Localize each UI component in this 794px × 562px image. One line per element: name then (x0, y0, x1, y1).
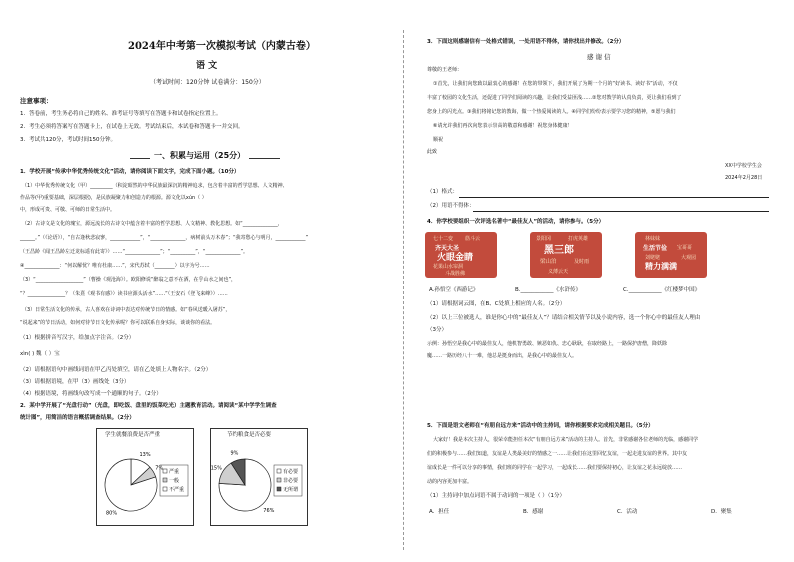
word-cloud-card (530, 232, 602, 278)
cloud-word: 花果山水帘洞 (433, 264, 464, 270)
q5-sub1: （1）主持词中加点词语不属于动词的一项是（ ）（1分） (427, 493, 565, 499)
q2-stem-cont: 统计图”，用简洁的语言概括调查结果。（2分） (20, 415, 135, 421)
letter-closing: 顺祝 (433, 137, 444, 143)
pie-svg (211, 429, 307, 525)
q1-para1-line: （1）中华优秀传统文化（甲）_________（积淀昭然的中华民族最深沉的精神追求，包含着丰富的哲学思想、人文精神、 (22, 183, 288, 189)
legend-swatch (163, 487, 167, 491)
word-cloud-card (425, 232, 497, 278)
q1-para2-line: （王昌龄《闻王昌龄左迁龙标遥有此寄》）……“______________”；“__________”，“______________”。 (20, 249, 249, 255)
note-item: 3．考试共120分，考试时间150分钟。 (20, 137, 116, 143)
cloud-word: 生活节俭 (643, 245, 668, 252)
letter-closing: 此致 (427, 149, 438, 155)
q1-sub1: （1）根据拼音写汉字，给加点字注音。（2分） (20, 335, 135, 341)
q4-example: 示例：孙悟空是我心中的最佳友人，他机智勇敢、嫉恶如仇、忠心耿耿，在取经路上，一路保护唐僧，降妖除 (427, 341, 668, 347)
q5-para-line: 大家好！我是本次主持人，很荣幸能担任本次“有朋自远方来”活动的主持人。首先，非常感谢各位老师的光临，感谢同学 (433, 437, 699, 443)
letter-date: 2024年2月28日 (725, 175, 763, 181)
pie-data-label: 7% (155, 465, 164, 472)
q4-sub2-points: （3分） (427, 327, 447, 333)
exam-title: 2024年中考第一次模拟考试（内蒙古卷） (128, 41, 316, 52)
q4-option-a: A.孙悟空《西游记》 (429, 287, 479, 293)
q1-para4-line: “说起来”的节日活动，如何对待节日文化传承呢？你可以联系自身实际，谈谈你的看法。 (20, 320, 216, 326)
cloud-word: 梁山泊 (540, 259, 557, 265)
q2-stem: 2．某中学开展了“光盘行动”（光盘，即吃饭、盘里的饭菜吃光）主题教育活动。请阅读“某中学学生调查 (20, 403, 277, 409)
q4-sub2: （2）以上三位被选人，谁是你心中的“最佳友人”？请结合相关情节以及小说内容，选一个你心中的最佳友人理由 (427, 315, 701, 321)
q4-option-c: C.____________《红楼梦中国》 (623, 287, 701, 293)
q1-para1-line: 中，形成可贵、可敬、可师的日常生活中。 (20, 207, 116, 213)
q1-para3-line: （3）“___________________”（曹操《观沧海》）。欧阳修说“醉翁之意不在酒，在乎山水之间也”， (20, 277, 237, 283)
q1-para4-line: （3）日常生活文化的传承，古人喜欢在诗词中表达对传统节日的情感。如“春风送暖入屠苏”， (22, 307, 231, 313)
letter-signature: XX中学校学生会 (725, 163, 762, 169)
cloud-word: 齐天大圣 (435, 245, 460, 252)
q5-choice-a[interactable]: A．担任 (429, 509, 450, 515)
q1-stem: 1．学校开展“传承中华优秀传统文化”活动，请你阅读下面文字，完成下面小题。（10分） (20, 169, 240, 175)
legend-swatch (277, 478, 281, 482)
q1-para1-line: 作品等(甲)重要基础，深层根据)，是民族凝聚力和创造力的根源。源文化以xún（ ） (20, 195, 207, 201)
q5-choice-b[interactable]: B．感谢 (523, 509, 544, 515)
pie-data-label: 15% (211, 465, 222, 472)
pie-chart-necessity (210, 428, 308, 526)
q1-para2-line: ④______________：“何以解忧？唯有杜康……”，宋代苏轼（________）以字为号…… (20, 263, 210, 269)
cloud-word: 及时雨 (574, 259, 590, 265)
legend-entry: 一般 (169, 478, 180, 484)
q1-sub3: （3）请根据语境，在甲（3）画线处（3分） (20, 379, 130, 385)
cloud-word: 斗战胜佛 (445, 271, 466, 277)
right-column (407, 0, 794, 562)
chart-title: 学生就餐浪费是否严重 (105, 432, 161, 438)
q5-stem: 5．下面是语文老师在“有朋自远方来”活动中的主持词，请你根据要求完成相关题目。（5分） (427, 423, 654, 429)
cloud-word: 林妹妹 (645, 236, 661, 242)
legend-entry: 非必要 (283, 478, 299, 484)
letter-body-line: ①首先，让我们向您致以最衷心的感谢！在您的带领下，我们开展了为期一个月的“好读书、读好书”活动，不仅 (433, 81, 678, 87)
q5-choice-c[interactable]: C．活动 (617, 509, 638, 515)
q1-para2-line: ______。”（《论语》），“自古逢秋悲寂寥，____________”，“______________，病树前头万木春”；“我寄愁心与明月，____________” (20, 235, 309, 241)
column-divider (403, 30, 404, 550)
legend-entry: 无所谓 (283, 487, 299, 493)
q1-pinyin: xìn( ) 魏（ ）宝 (20, 351, 60, 357)
q1-para2-line: （2）古诗文是文化的瑰宝，源远流长的古诗文中蕴含着丰富的哲学思想、人文精神、教化思想。如“______________， (22, 221, 283, 227)
legend-entry: 有必要 (283, 469, 299, 475)
q5-para-line: 们的积极参与……我们知道，友谊是人类最美好的情感之一……让我们在这里回忆友谊，一起走进友谊的世界。其中友 (427, 451, 688, 457)
cloud-word: 筋斗云 (465, 236, 481, 242)
exam-info: （考试时间：120分钟 试卷满分：150分） (150, 79, 265, 86)
cloud-word: 打虎英雄 (568, 236, 589, 242)
notes-heading: 注意事项： (20, 97, 53, 105)
q3-answer-wording: （2）用语不得体： (427, 203, 475, 209)
q4-sub1: （1）请根据词云图，在B、C处填上相应的人名。（2分） (427, 301, 566, 307)
letter-title: 感 谢 信 (587, 53, 611, 61)
letter-body-line: 您身上的闪光点。③我们将铭记您的教诲，做一个热爱阅读的人。④同学们纷纷表示要学习您的精神，⑤愿与我们 (427, 109, 676, 115)
chart-title: 节约粮食是否必要 (227, 432, 272, 438)
pie-data-label: 9% (230, 450, 239, 457)
q4-option-b: B.____________《水浒传》 (515, 287, 582, 293)
q1-sub4: （4）根据语境，将画线句改写成一个通顺的句子。（2分） (20, 391, 162, 397)
cloud-word: 七十二变 (433, 236, 454, 242)
legend-swatch (163, 469, 167, 473)
answer-line[interactable] (473, 211, 769, 212)
note-item: 1．答卷前，考生务必将自己的姓名、准考证号等填写在答题卡和试卷指定位置上。 (20, 111, 222, 117)
cloud-word: 精力满满 (645, 262, 677, 271)
section1-heading: 一、积累与运用（25分） (150, 152, 249, 160)
q1-para3-line: “？_______________？（朱熹《观书有感》）读书应源头活水”……“（王安石《登飞来峰》）…… (20, 291, 228, 297)
word-cloud-card (635, 232, 707, 278)
q5-choice-d[interactable]: D．聚集 (711, 509, 732, 515)
cloud-word: 宝哥哥 (677, 245, 693, 251)
pie-svg (97, 429, 193, 525)
legend-entry: 不严重 (169, 487, 185, 493)
cloud-word: 景阳冈 (536, 236, 552, 242)
pie-chart-waste (96, 428, 194, 526)
legend-swatch (277, 469, 281, 473)
q3-answer-format: （1）格式： (427, 189, 458, 195)
q3-stem: 3．下面这则感谢信有一处格式错误，一处用语不得体，请你找出并修改。（2分） (427, 39, 625, 45)
pie-data-label: 13% (139, 451, 151, 458)
pie-data-label: 80% (106, 510, 118, 517)
cloud-word: 刘姥姥 (645, 255, 661, 261)
cloud-word: 大观园 (681, 255, 697, 261)
q4-example-cont: 魔……一路历经八十一难，他总是挺身而出，是我心中的最佳友人。 (427, 353, 578, 359)
answer-line[interactable] (459, 197, 769, 198)
subject-title: 语 文 (196, 61, 218, 71)
letter-body-line: 丰富了校园的文化生活，还促进了同学们阅读的兴趣，让我们受益匪浅……②您对教学的认真负责，更让我们看到了 (427, 95, 682, 101)
legend-entry: 严重 (169, 469, 180, 475)
q5-para-line: 动的内容更加丰富。 (427, 479, 473, 485)
legend-swatch (163, 478, 167, 482)
cloud-word: 火眼金睛 (437, 253, 474, 263)
cloud-word: 义薄云天 (548, 269, 569, 275)
pie-data-label: 76% (263, 507, 275, 514)
letter-salutation: 尊敬的王老师： (427, 67, 463, 73)
q1-sub2: （2）请根据语句中画线词语在甲乙丙处填空，请在乙处填上人物名字。（2分） (20, 367, 212, 373)
note-item: 2．考生必须将答案写在答题卡上，在试卷上无效。考试结束后，本试卷和答题卡一并交回。 (20, 124, 244, 130)
q4-stem: 4．你学校要组织一次评选名著中“最佳友人”的活动，请你参与。（5分） (427, 219, 605, 225)
legend-swatch (277, 487, 281, 491)
cloud-word: 黑三郎 (544, 245, 574, 256)
q5-para-line: 谊成长是一件可以分享的事情，我们班的同学在一起学习，一起成长……我们要保持初心，让友谊之花永远绽放…… (427, 465, 683, 471)
letter-body-line: ⑥请允许我们再次向您表示崇高的敬意和感谢！祝您身体健康！ (433, 123, 573, 129)
